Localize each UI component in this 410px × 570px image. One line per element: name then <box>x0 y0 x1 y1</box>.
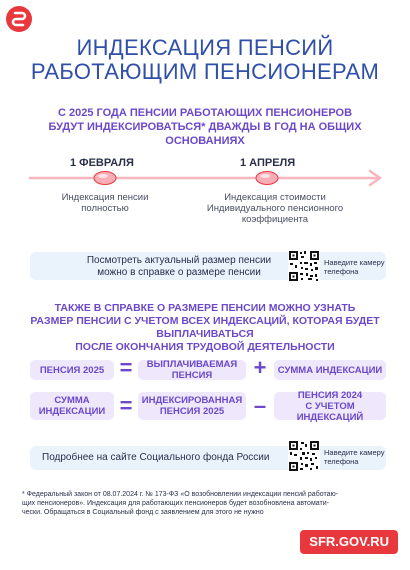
subtitle-line-2: БУДУТ ИНДЕКСИРОВАТЬСЯ* ДВАЖДЫ В ГОД НА ОБЩИХ ОСНОВАНИЯХ <box>48 121 362 147</box>
timeline-desc-february-line-1: Индексация пенсии <box>61 192 149 203</box>
timeline-label-february: 1 ФЕВРАЛЯ <box>70 157 134 169</box>
qr-hint-2-line-1: Наведите камеру <box>324 448 385 457</box>
timeline-desc-february <box>42 192 168 214</box>
formula2-indexed-pension <box>138 392 246 420</box>
timeline-marker-april <box>254 170 280 186</box>
timeline-marker-february <box>92 170 118 186</box>
qr-hint-line-2: телефона <box>324 267 359 276</box>
subtitle <box>20 106 390 148</box>
footnote-line-3: чески. Обращаться в Социальный фонд с заявлением для этого не нужно <box>22 509 264 516</box>
subtitle-line-1: С 2025 ГОДА ПЕНСИИ РАБОТАЮЩИХ ПЕНСИОНЕРОВ <box>57 107 353 119</box>
formula2-minus-sign: – <box>253 393 267 418</box>
formula1-plus-sign: + <box>253 355 267 380</box>
qr-banner-text <box>70 255 288 279</box>
footnote-line-2: щих пенсионеров». Индексация для работающих пенсионеров будет возобновлена автомати- <box>22 500 329 507</box>
formula2-indexed-pension-line-2: ПЕНСИЯ 2025 <box>159 406 225 417</box>
qr-hint-2 <box>324 448 384 466</box>
timeline-arrow <box>28 168 390 188</box>
formula2-indexation-sum-line-2: ИНДЕКСАЦИИ <box>38 406 106 417</box>
timeline-label-april: 1 АПРЕЛЯ <box>240 157 296 169</box>
qr-banner-2-text: Подробнее на сайте Социального фонда России <box>42 452 270 463</box>
footnote-line-1: * Федеральный закон от 08.07.2024 г. № 173-ФЗ «О возобновлении индексации пенсий работаю- <box>22 491 339 498</box>
formula1-indexation-sum: СУММА ИНДЕКСАЦИИ <box>274 360 386 380</box>
qr-hint-line-1: Наведите камеру <box>324 258 385 267</box>
qr-banner-text-line-2: можно в справке о размере пенсии <box>97 267 261 278</box>
formula2-indexed-pension-line-1: ИНДЕКСИРОВАННАЯ <box>141 395 243 406</box>
timeline-desc-april <box>190 192 360 225</box>
page-title <box>20 36 390 84</box>
formula2-indexation-sum <box>30 392 114 420</box>
formula1-equals-sign: = <box>119 355 133 380</box>
formula2-pension-2024 <box>274 389 386 423</box>
site-link[interactable]: SFR.GOV.RU <box>300 530 398 554</box>
formula2-equals-sign: = <box>119 393 133 418</box>
info-heading-line-2: РАЗМЕР ПЕНСИИ С УЧЕТОМ ВСЕХ ИНДЕКСАЦИЙ, КОТОРАЯ БУДЕТ ВЫПЛАЧИВАТЬСЯ <box>30 315 380 340</box>
timeline-desc-april-line-3: коэффициента <box>241 214 309 225</box>
timeline-desc-february-line-2: полностью <box>81 203 129 214</box>
qr-hint-2-line-2: телефона <box>324 457 359 466</box>
formula2-pension-2024-line-1: ПЕНСИЯ 2024 <box>297 389 363 401</box>
qr-code-icon-2[interactable] <box>288 440 320 472</box>
title-line-1: ИНДЕКСАЦИЯ ПЕНСИЙ <box>76 35 334 60</box>
info-heading-line-3: ПОСЛЕ ОКОНЧАНИЯ ТРУДОВОЙ ДЕЯТЕЛЬНОСТИ <box>75 341 335 353</box>
formula1-paid-pension: ВЫПЛАЧИВАЕМАЯ ПЕНСИЯ <box>138 360 246 380</box>
formula1-pension-2025: ПЕНСИЯ 2025 <box>30 360 114 380</box>
sfr-logo <box>6 6 32 32</box>
footnote <box>22 490 394 517</box>
timeline-desc-april-line-2: Индивидуального пенсионного <box>206 203 344 214</box>
formula2-indexation-sum-line-1: СУММА <box>54 395 90 406</box>
info-heading <box>30 302 380 354</box>
qr-code-icon[interactable] <box>288 250 320 282</box>
qr-hint <box>324 258 384 276</box>
formula2-pension-2024-line-2: С УЧЕТОМ ИНДЕКСАЦИЙ <box>296 400 364 423</box>
title-line-2: РАБОТАЮЩИМ ПЕНСИОНЕРАМ <box>30 59 380 84</box>
timeline-desc-april-line-1: Индексация стоимости <box>224 192 326 203</box>
qr-banner-text-line-1: Посмотреть актуальный размер пенсии <box>86 255 272 266</box>
info-heading-line-1: ТАКЖЕ В СПРАВКЕ О РАЗМЕРЕ ПЕНСИИ МОЖНО УЗНАТЬ <box>54 302 356 314</box>
